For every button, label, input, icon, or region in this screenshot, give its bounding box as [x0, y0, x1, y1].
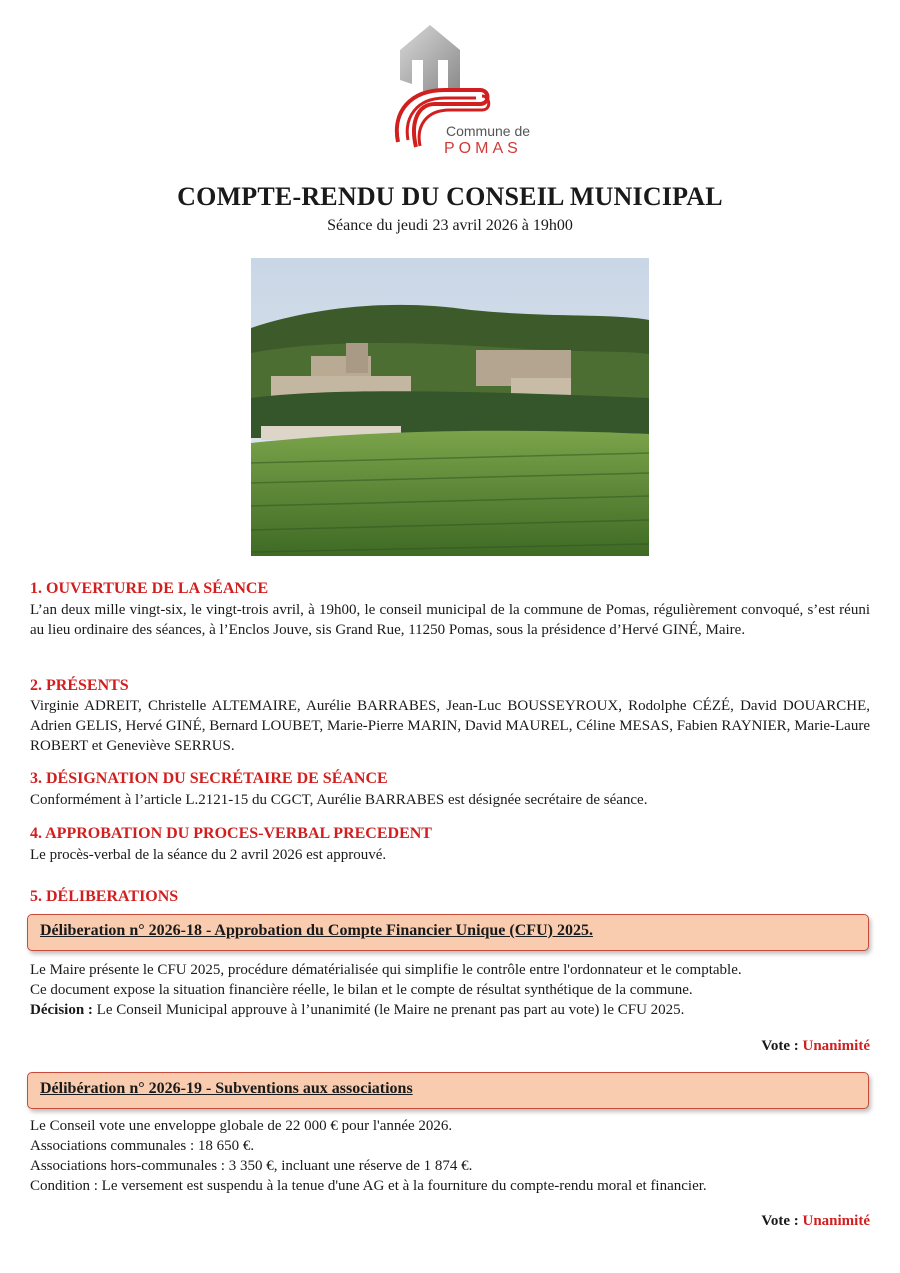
page-title: COMPTE-RENDU DU CONSEIL MUNICIPAL: [177, 182, 723, 211]
deliberation-line: Le Conseil vote une enveloppe globale de 22 000 € pour l'année 2026.: [30, 1118, 453, 1134]
deliberation-line: Le Maire présente le CFU 2025, procédure dématérialisée qui simplifie le contrôle entre l'ordonnateur et le comptable.: [30, 962, 742, 978]
village-photo: [251, 258, 649, 556]
deliberation-title: Délibération n° 2026-19 - Subventions aux associations: [40, 1080, 413, 1097]
section-heading-secretaire: 3. DÉSIGNATION DU SECRÉTAIRE DE SÉANCE: [30, 770, 388, 787]
vote-label: Vote :: [761, 1038, 803, 1054]
deliberation-title: Déliberation n° 2026-18 - Approbation du Compte Financier Unique (CFU) 2025.: [40, 922, 593, 939]
vote-result: Unanimité: [802, 1038, 870, 1054]
deliberation-line: Ce document expose la situation financière réelle, le bilan et le compte de résultat synthétique de la commune.: [30, 982, 693, 998]
deliberation-decision: [30, 1000, 870, 1020]
section-text-ouverture: L’an deux mille vingt-six, le vingt-trois avril, à 19h00, le conseil municipal de la commune de Pomas, régulièrement convoqué, s’est réuni au lieu ordinaire des séances, à l’Enclos Jouve, sis Grand Rue, 11250 Pomas, sous la présidence d’Hervé GINÉ, Maire.: [30, 602, 870, 638]
section-text-presents: Virginie ADREIT, Christelle ALTEMAIRE, Aurélie BARRABES, Jean-Luc BOUSSEYROUX, Rodolphe CÉZÉ, David DOUARCHE, Adrien GELIS, Hervé GINÉ, Bernard LOUBET, Marie-Pierre MARIN, David MAUREL, Céline MESAS, Fabien RAYNIER, Marie-Laure ROBERT et Geneviève SERRUS.: [30, 698, 870, 754]
section-heading-deliberations: 5. DÉLIBERATIONS: [30, 888, 179, 905]
deliberation-line: Condition : Le versement est suspendu à la tenue d'une AG et à la fourniture du compte-rendu moral et financier.: [30, 1178, 707, 1194]
deliberation-box-2026-19: [27, 1072, 869, 1109]
vote-label: Vote :: [761, 1213, 803, 1229]
section-heading-presents: 2. PRÉSENTS: [30, 677, 129, 694]
decision-text: Le Conseil Municipal approuve à l’unanimité (le Maire ne prenant pas part au vote) le CFU 2025.: [92, 1002, 685, 1018]
vote-line: [761, 1038, 870, 1055]
section-heading-approbation: 4. APPROBATION DU PROCES-VERBAL PRECEDENT: [30, 825, 432, 842]
deliberation-box-2026-18: [27, 914, 869, 951]
decision-label: Décision :: [30, 1002, 93, 1018]
page-subtitle: Séance du jeudi 23 avril 2026 à 19h00: [327, 217, 573, 234]
logo-text-commune: Commune de: [446, 123, 531, 139]
section-text-approbation: Le procès-verbal de la séance du 2 avril 2026 est approuvé.: [30, 847, 387, 863]
vote-line: [761, 1213, 870, 1230]
vote-result: Unanimité: [802, 1213, 870, 1229]
section-heading-ouverture: 1. OUVERTURE DE LA SÉANCE: [30, 580, 269, 597]
logo-text-pomas: POMAS: [444, 140, 522, 157]
section-text-secretaire: Conformément à l’article L.2121-15 du CGCT, Aurélie BARRABES est désignée secrétaire de séance.: [30, 792, 648, 808]
deliberation-line: Associations hors-communales : 3 350 €, incluant une réserve de 1 874 €.: [30, 1158, 473, 1174]
deliberation-body: [30, 1116, 870, 1196]
deliberation-body: [30, 960, 870, 1020]
deliberation-line: Associations communales : 18 650 €.: [30, 1138, 255, 1154]
